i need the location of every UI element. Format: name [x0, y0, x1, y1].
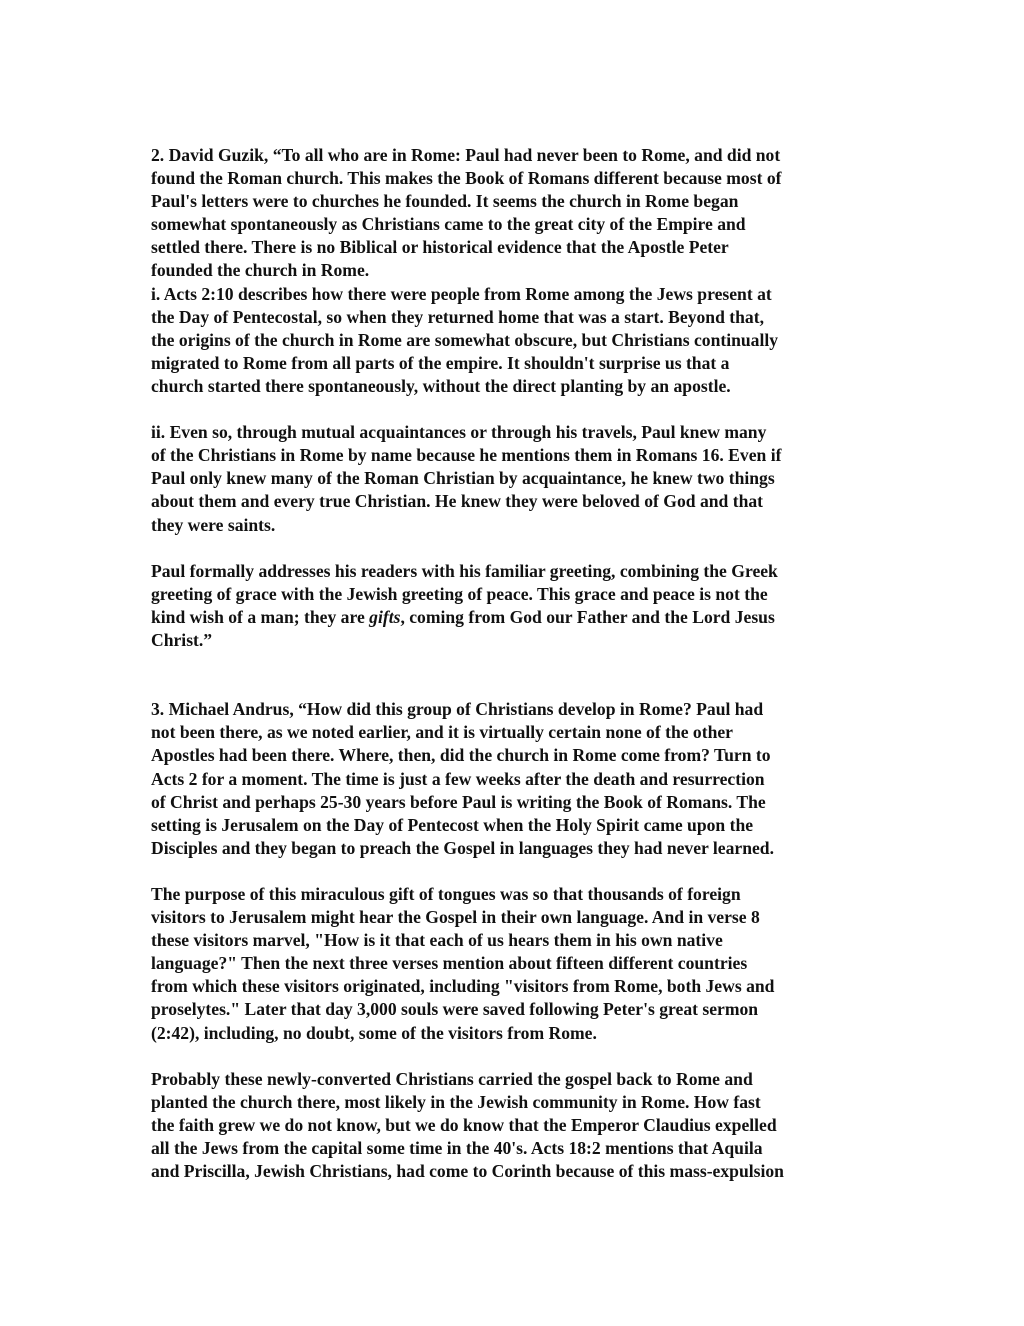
text-line: language?" Then the next three verses mention about fifteen different countries: [151, 953, 748, 974]
text-line: visitors to Jerusalem might hear the Gospel in their own language. And in verse 8: [151, 907, 760, 928]
text-line: greeting of grace with the Jewish greeting of peace. This grace and peace is not the: [151, 583, 768, 604]
text-line: ii. Even so, through mutual acquaintances or through his travels, Paul knew many: [151, 422, 767, 443]
text-line: Apostles had been there. Where, then, did the church in Rome come from? Turn to: [151, 745, 771, 766]
text-line: founded the church in Rome.: [151, 260, 370, 281]
text-line: found the Roman church. This makes the Book of Romans different because most of: [151, 168, 782, 189]
paragraph-spacer: [151, 1045, 881, 1068]
text-line-with-emphasis: [151, 606, 881, 629]
text-line: settled there. There is no Biblical or historical evidence that the Apostle Peter: [151, 237, 729, 258]
paragraph-spacer: [151, 398, 881, 421]
section-spacer: [151, 652, 881, 698]
paragraph-guzik-point-ii: [151, 421, 881, 536]
text-line: all the Jews from the capital some time in the 40's. Acts 18:2 mentions that Aquila: [151, 1138, 763, 1159]
paragraph-guzik-intro: [151, 144, 881, 283]
paragraph-spacer: [151, 860, 881, 883]
text-line: Paul only knew many of the Roman Christian by acquaintance, he knew two things: [151, 468, 775, 489]
text-line: not been there, as we noted earlier, and it is virtually certain none of the other: [151, 722, 733, 743]
text-line: i. Acts 2:10 describes how there were people from Rome among the Jews present at: [151, 283, 772, 304]
text-line: the origins of the church in Rome are somewhat obscure, but Christians continually: [151, 329, 779, 350]
emphasized-word: gifts: [369, 606, 401, 627]
text-line: from which these visitors originated, including "visitors from Rome, both Jews and: [151, 976, 775, 997]
text-line: the faith grew we do not know, but we do know that the Emperor Claudius expelled: [151, 1114, 777, 1135]
text-line: The purpose of this miraculous gift of tongues was so that thousands of foreign: [151, 884, 741, 904]
paragraph-andrus-probably: [151, 1068, 881, 1183]
text-line: Disciples and they began to preach the Gospel in languages they had never learned.: [151, 837, 774, 858]
text-line: Probably these newly-converted Christians carried the gospel back to Rome and: [151, 1068, 753, 1089]
text-line: these visitors marvel, "How is it that each of us hears them in his own native: [151, 930, 723, 951]
text-line: proselytes." Later that day 3,000 souls were saved following Peter's great sermon: [151, 999, 759, 1020]
text-line: (2:42), including, no doubt, some of the visitors from Rome.: [151, 1022, 597, 1043]
text-line: about them and every true Christian. He knew they were beloved of God and that: [151, 491, 764, 512]
paragraph-guzik-point-i: [151, 283, 881, 398]
text-line: 2. David Guzik, “To all who are in Rome: Paul had never been to Rome, and did not: [151, 145, 781, 165]
text-line: of the Christians in Rome by name because he mentions them in Romans 16. Even if: [151, 445, 782, 466]
text-line: somewhat spontaneously as Christians came to the great city of the Empire and: [151, 214, 746, 235]
text-line: Paul's letters were to churches he founded. It seems the church in Rome began: [151, 191, 739, 212]
text-line: Acts 2 for a moment. The time is just a few weeks after the death and resurrection: [151, 768, 765, 789]
paragraph-spacer: [151, 537, 881, 560]
text-line: 3. Michael Andrus, “How did this group of Christians develop in Rome? Paul had: [151, 699, 764, 720]
text-line: setting is Jerusalem on the Day of Pentecost when the Holy Spirit came upon the: [151, 814, 754, 835]
text-line: Christ.”: [151, 629, 213, 650]
text-line: migrated to Rome from all parts of the empire. It shouldn't surprise us that a: [151, 352, 730, 373]
document-body: [151, 144, 881, 1183]
text-line: the Day of Pentecostal, so when they returned home that was a start. Beyond that,: [151, 306, 764, 327]
text-line: Paul formally addresses his readers with his familiar greeting, combining the Greek: [151, 560, 778, 581]
text-line: and Priscilla, Jewish Christians, had come to Corinth because of this mass-expulsion: [151, 1161, 784, 1182]
text-line: planted the church there, most likely in the Jewish community in Rome. How fast: [151, 1091, 761, 1112]
text-segment: kind wish of a man; they are: [151, 606, 370, 627]
paragraph-andrus-intro: [151, 698, 881, 860]
text-line: church started there spontaneously, without the direct planting by an apostle.: [151, 375, 731, 396]
paragraph-guzik-greeting: [151, 560, 881, 652]
text-line: of Christ and perhaps 25-30 years before Paul is writing the Book of Romans. The: [151, 791, 766, 812]
text-segment: , coming from God our Father and the Lord Jesus: [400, 606, 775, 627]
text-line: they were saints.: [151, 514, 276, 535]
paragraph-andrus-tongues: [151, 883, 881, 1045]
